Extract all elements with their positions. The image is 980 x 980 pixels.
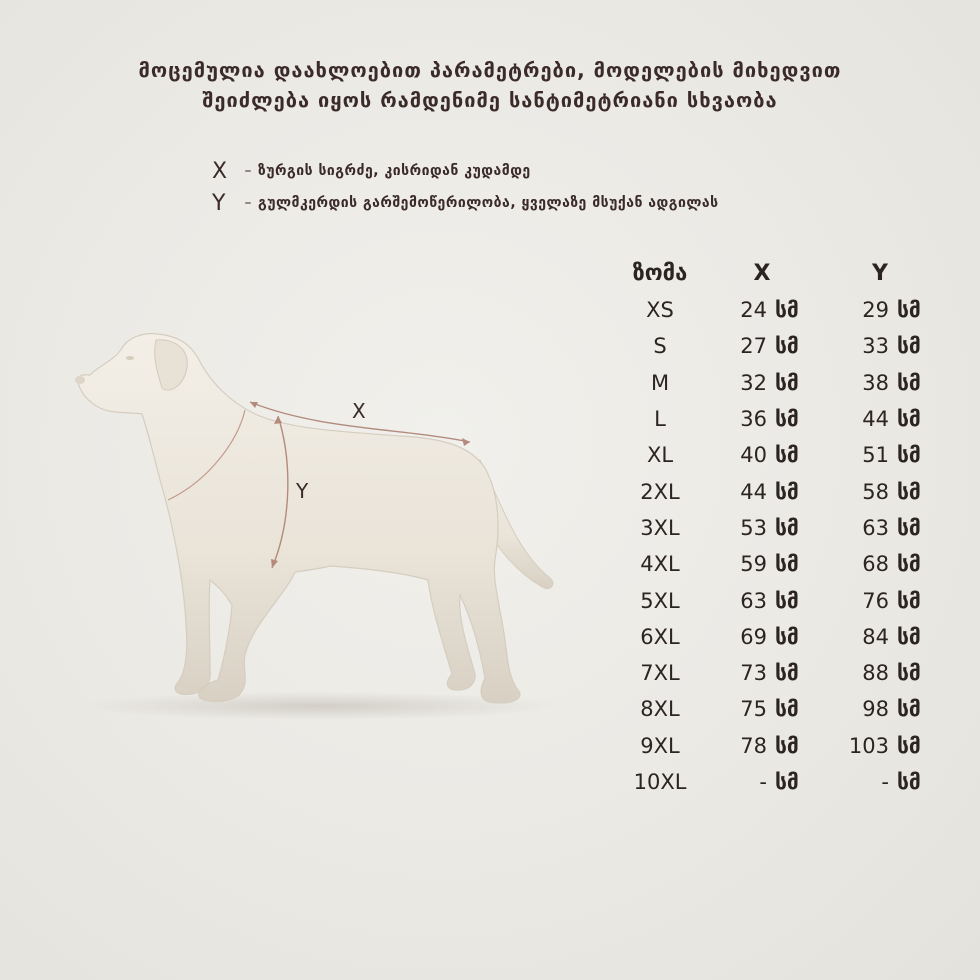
measurement-legend (212, 155, 719, 219)
x-arrowhead-end (462, 438, 470, 446)
x-unit-cell: სმ (775, 770, 799, 794)
size-cell: S (653, 334, 667, 359)
header-line-1: მოცემულია დაახლოებით პარამეტრები, მოდელების მიხედვით (138, 58, 842, 82)
y-unit-cell: სმ (897, 697, 921, 722)
legend-y-letter: Y (212, 190, 226, 216)
x-value-cell: - (759, 770, 767, 794)
size-chart-body (615, 292, 941, 800)
table-row (615, 292, 941, 328)
y-value-cell: 58 (862, 479, 889, 504)
y-value-cell: 68 (862, 552, 889, 577)
size-cell: 8XL (640, 697, 680, 722)
y-unit-cell: სმ (897, 624, 921, 649)
size-cell: M (650, 370, 670, 395)
size-cell: 10XL (633, 770, 687, 794)
x-unit-cell: სმ (775, 552, 799, 577)
x-value-cell: 73 (740, 661, 767, 686)
header-y: Y (872, 260, 888, 286)
size-cell: 5XL (640, 588, 680, 613)
size-cell: 2XL (640, 479, 680, 504)
y-value-cell: 51 (862, 443, 889, 468)
table-row (615, 691, 941, 727)
y-unit-cell: სმ (897, 443, 921, 468)
y-value-cell: 103 (848, 733, 889, 758)
table-row (615, 510, 941, 546)
x-unit-cell: სმ (775, 515, 799, 540)
y-value-cell: 98 (862, 697, 889, 722)
size-cell: 9XL (640, 733, 680, 758)
size-cell: 3XL (640, 515, 680, 540)
table-row (615, 328, 941, 364)
x-value-cell: 32 (740, 370, 767, 395)
y-unit-cell: სმ (897, 334, 921, 359)
size-cell: L (654, 407, 666, 432)
legend-y-dash: – (244, 195, 252, 211)
size-chart-table (615, 254, 941, 800)
table-row (615, 728, 941, 764)
x-value-cell: 44 (740, 479, 767, 504)
size-chart-header (615, 254, 941, 292)
legend-row-y (212, 187, 719, 219)
y-value-cell: 76 (862, 588, 889, 613)
legend-x-letter: X (212, 158, 228, 184)
x-unit-cell: სმ (775, 407, 799, 432)
table-row (615, 473, 941, 509)
x-unit-cell: სმ (775, 443, 799, 468)
y-value-cell: 63 (862, 515, 889, 540)
size-cell: XS (646, 298, 674, 323)
legend-y-text: გულმკერდის გარშემოწერილობა, ყველაზე მსუქან ადგილას (258, 195, 719, 211)
x-value-cell: 69 (740, 624, 767, 649)
x-value-cell: 40 (740, 443, 767, 468)
legend-x-dash: – (244, 163, 252, 179)
x-unit-cell: სმ (775, 479, 799, 504)
size-cell: 4XL (640, 552, 680, 577)
x-value-cell: 75 (740, 697, 767, 722)
dog-body (78, 334, 520, 703)
x-unit-cell: სმ (775, 624, 799, 649)
size-cell: 7XL (640, 661, 680, 686)
dog-eye (126, 356, 134, 360)
x-measure-label: X (352, 399, 366, 423)
header-x: X (753, 260, 771, 286)
x-unit-cell: სმ (775, 588, 799, 613)
dog-mannequin-illustration (60, 310, 580, 730)
y-unit-cell: სმ (897, 733, 921, 758)
y-value-cell: 38 (862, 370, 889, 395)
header-note (0, 55, 980, 115)
y-unit-cell: სმ (897, 407, 921, 432)
x-value-cell: 63 (740, 588, 767, 613)
x-unit-cell: სმ (775, 298, 799, 323)
table-row (615, 401, 941, 437)
table-row (615, 437, 941, 473)
x-unit-cell: სმ (775, 697, 799, 722)
table-row (615, 764, 941, 800)
y-value-cell: 84 (862, 624, 889, 649)
x-value-cell: 59 (740, 552, 767, 577)
y-unit-cell: სმ (897, 298, 921, 323)
dog-nose (75, 376, 85, 384)
x-value-cell: 27 (740, 334, 767, 359)
table-row (615, 582, 941, 618)
y-value-cell: 88 (862, 661, 889, 686)
y-value-cell: 33 (862, 334, 889, 359)
x-value-cell: 24 (740, 298, 767, 323)
y-unit-cell: სმ (897, 370, 921, 395)
y-measure-label: Y (296, 479, 309, 503)
y-value-cell: - (881, 770, 889, 794)
legend-row-x (212, 155, 719, 187)
y-value-cell: 44 (862, 407, 889, 432)
x-value-cell: 78 (740, 733, 767, 758)
size-cell: XL (646, 443, 674, 468)
x-unit-cell: სმ (775, 370, 799, 395)
y-unit-cell: სმ (897, 515, 921, 540)
y-unit-cell: სმ (897, 552, 921, 577)
header-line-2: შეიძლება იყოს რამდენიმე სანტიმეტრიანი სხვაობა (202, 88, 778, 112)
y-unit-cell: სმ (897, 588, 921, 613)
legend-x-text: ზურგის სიგრძე, კისრიდან კუდამდე (258, 163, 531, 179)
y-unit-cell: სმ (897, 479, 921, 504)
x-value-cell: 53 (740, 515, 767, 540)
table-row (615, 546, 941, 582)
x-unit-cell: სმ (775, 334, 799, 359)
size-cell: 6XL (640, 624, 680, 649)
table-row (615, 655, 941, 691)
y-value-cell: 29 (862, 298, 889, 323)
x-value-cell: 36 (740, 407, 767, 432)
header-size: ზომა (632, 260, 688, 286)
table-row (615, 619, 941, 655)
dog-measurement-diagram (60, 310, 580, 730)
x-unit-cell: სმ (775, 661, 799, 686)
y-unit-cell: სმ (897, 661, 921, 686)
table-row (615, 365, 941, 401)
y-unit-cell: სმ (897, 770, 921, 794)
x-unit-cell: სმ (775, 733, 799, 758)
y-arrowhead-start (274, 416, 282, 424)
